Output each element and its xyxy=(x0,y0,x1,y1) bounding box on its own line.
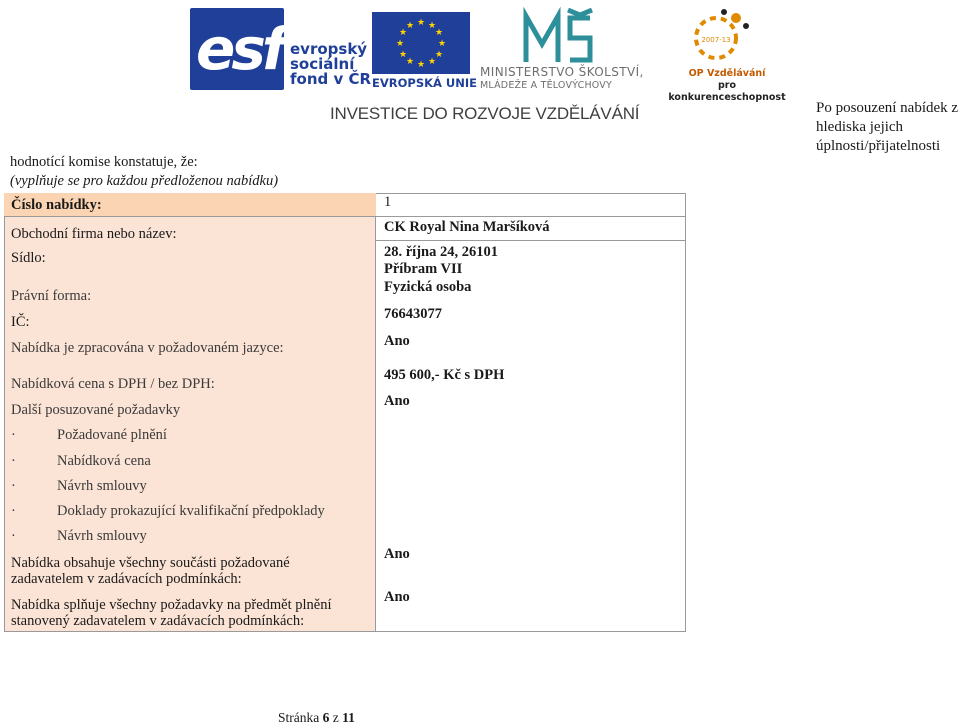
investice-banner: INVESTICE DO ROZVOJE VZDĚLÁVÁNÍ xyxy=(330,104,640,123)
esf-logo-word: esf xyxy=(196,15,284,83)
side-note: Po posouzení nabídek z hlediska jejich úplnosti/přijatelnosti xyxy=(816,100,959,154)
footer-page: 6 xyxy=(322,710,330,725)
svg-text:★: ★ xyxy=(434,28,444,38)
svg-text:★: ★ xyxy=(434,50,444,60)
esf-line-1: evropský xyxy=(290,40,368,58)
msmt-line-2: MLÁDEŽE A TĚLOVÝCHOVY xyxy=(480,80,613,91)
op-years: 2007-13 xyxy=(701,36,731,44)
splnuje-value: Ano xyxy=(384,589,410,605)
op-logo-text xyxy=(662,68,792,104)
eu-label: EVROPSKÁ UNIE xyxy=(372,76,478,90)
list-item: · Požadované plnění xyxy=(11,427,167,443)
svg-text:★: ★ xyxy=(427,57,437,67)
intro-line-2: (vyplňuje se pro každou předloženou nabídku) xyxy=(10,173,279,189)
pravni-forma-value: Fyzická osoba xyxy=(384,279,472,295)
op-line-1: OP Vzdělávání xyxy=(688,68,766,79)
svg-text:★: ★ xyxy=(405,57,415,67)
ic-label: IČ: xyxy=(11,314,30,330)
eu-flag-icon xyxy=(372,12,470,74)
cislo-nabidky-value: 1 xyxy=(384,194,392,210)
ic-value: 76643077 xyxy=(384,306,442,322)
divider xyxy=(376,216,686,217)
svg-text:★: ★ xyxy=(416,18,426,28)
divider xyxy=(376,240,686,241)
svg-text:★: ★ xyxy=(416,60,426,70)
esf-line-2: sociální xyxy=(290,55,355,73)
esf-logo-text xyxy=(290,42,371,87)
svg-text:★: ★ xyxy=(427,21,437,31)
svg-text:★: ★ xyxy=(395,39,405,49)
soucasti-label-2: zadavatelem v zadávacích podmínkách: xyxy=(11,571,242,587)
intro-line-1: hodnotící komise konstatuje, že: xyxy=(10,154,198,170)
svg-text:★: ★ xyxy=(398,50,408,60)
sidlo-value-1: 28. října 24, 26101 xyxy=(384,244,498,260)
obchodni-firma-value: CK Royal Nina Maršíková xyxy=(384,219,550,235)
sidlo-label: Sídlo: xyxy=(11,250,46,266)
footer-mid: z xyxy=(332,710,339,725)
jazyk-value: Ano xyxy=(384,333,410,349)
list-item: · Nabídková cena xyxy=(11,453,151,469)
list-item: · Návrh smlouvy xyxy=(11,478,147,494)
page-footer xyxy=(278,710,355,726)
evaluation-table xyxy=(4,193,686,632)
op-line-2: pro konkurenceschopnost xyxy=(668,80,786,103)
splnuje-label-1: Nabídka splňuje všechny požadavky na předmět plnění xyxy=(11,597,332,613)
nabidkova-cena-label: Nabídková cena s DPH / bez DPH: xyxy=(11,376,215,392)
msmt-line-1: MINISTERSTVO ŠKOLSTVÍ, xyxy=(480,65,644,79)
svg-text:★: ★ xyxy=(437,39,447,49)
splnuje-label-2: stanovený zadavatelem v zadávacích podmínkách: xyxy=(11,613,305,629)
list-item: · Doklady prokazující kvalifikační předpoklady xyxy=(11,503,325,519)
nabidkova-cena-value: 495 600,- Kč s DPH xyxy=(384,367,505,383)
soucasti-label-1: Nabídka obsahuje všechny součásti požadované xyxy=(11,555,290,571)
cislo-nabidky-label: Číslo nabídky: xyxy=(11,197,102,213)
jazyk-label: Nabídka je zpracována v požadovaném jazyce: xyxy=(11,340,284,356)
pravni-forma-label: Právní forma: xyxy=(11,288,92,304)
footer-total: 11 xyxy=(342,710,355,725)
soucasti-value: Ano xyxy=(384,546,410,562)
sidlo-value-2: Příbram VII xyxy=(384,261,463,277)
dalsi-pozadavky-label: Další posuzované požadavky xyxy=(11,402,181,418)
msmt-logo xyxy=(520,6,610,68)
op-logo xyxy=(680,4,760,64)
svg-text:★: ★ xyxy=(405,21,415,31)
msmt-logo-text xyxy=(480,66,660,92)
dalsi-pozadavky-value: Ano xyxy=(384,393,410,409)
footer-prefix: Stránka xyxy=(278,710,320,725)
svg-text:★: ★ xyxy=(398,28,408,38)
obchodni-firma-label: Obchodní firma nebo název: xyxy=(11,226,177,242)
list-item: · Návrh smlouvy xyxy=(11,528,147,544)
intro-text xyxy=(10,153,278,191)
esf-line-3: fond v ČR xyxy=(290,70,372,88)
